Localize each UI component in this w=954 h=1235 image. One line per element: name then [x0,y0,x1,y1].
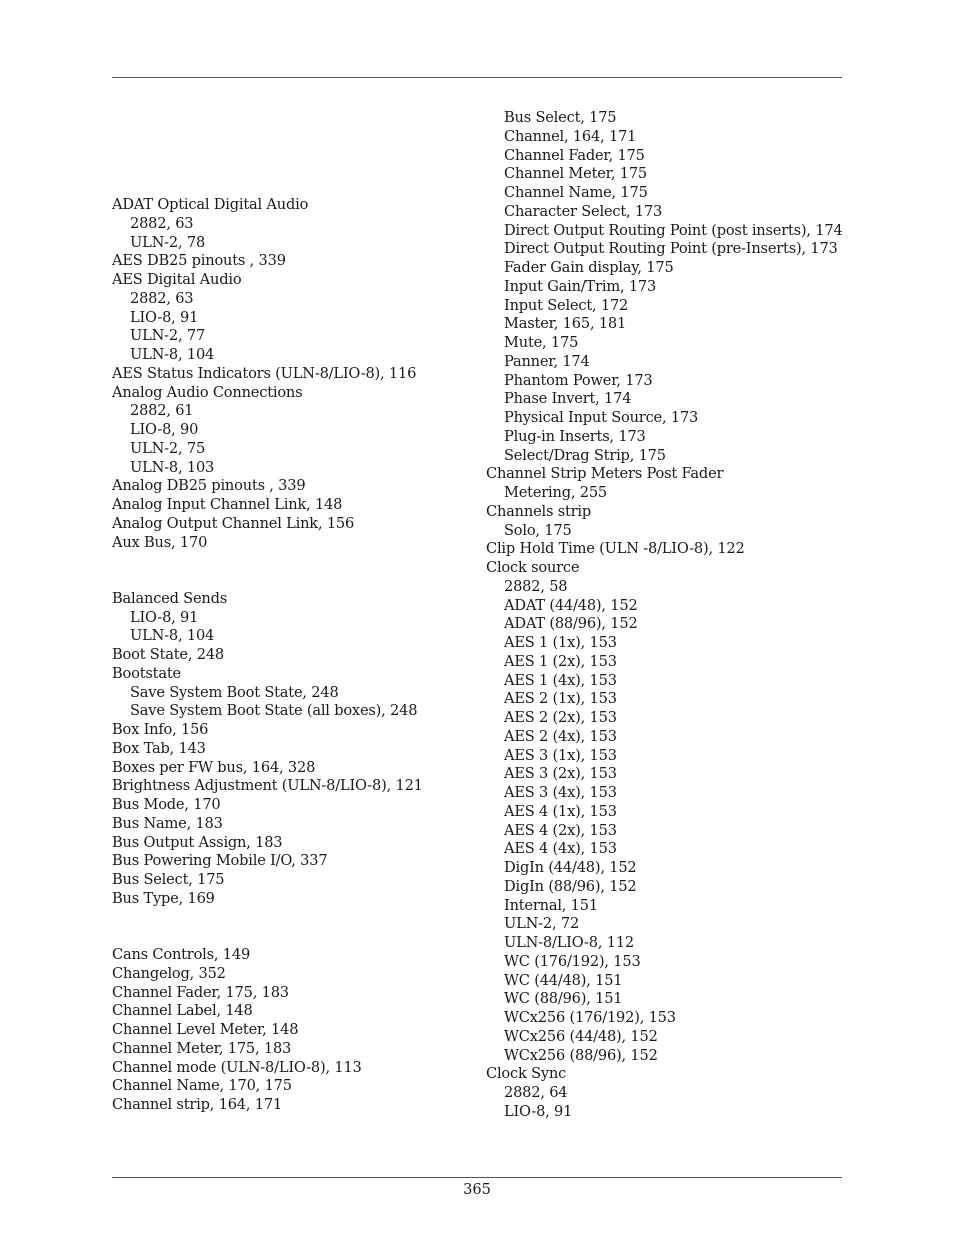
index-subentry: Channel Fader, 175 [504,146,645,164]
index-subentry: Direct Output Routing Point (pre-Inserts), 173 [504,240,838,258]
index-entry: Channel Label, 148 [112,1002,253,1020]
index-subentry: AES 2 (2x), 153 [504,709,617,726]
index-subentry: ADAT (44/48), 152 [504,596,638,614]
index-entry: Bus Name, 183 [112,814,223,832]
index-subentry: LIO-8, 91 [130,308,199,326]
index-subentry: 2882, 61 [130,402,194,420]
index-subentry: Input Select, 172 [504,296,629,314]
index-subentry: LIO-8, 91 [504,1102,573,1120]
index-gap [112,927,482,946]
index-entry: ADAT Optical Digital Audio [112,196,309,213]
page-number: 365 [463,1181,491,1198]
header-rule [112,77,842,78]
index-subentry: Mute, 175 [504,334,579,351]
index-entry: Channel Meter, 175, 183 [112,1039,292,1057]
index-subentry: AES 1 (1x), 153 [504,634,617,651]
index-entry: Aux Bus, 170 [112,533,208,551]
index-subentry: WCx256 (44/48), 152 [504,1027,658,1045]
index-subentry: WC (88/96), 151 [504,990,623,1008]
index-entry: Boot State, 248 [112,646,224,663]
index-entry: Channels strip [486,502,592,520]
index-subentry: Input Gain/Trim, 173 [504,277,657,295]
index-subentry: Phantom Power, 173 [504,371,653,389]
index-subentry: Select/Drag Strip, 175 [504,446,666,464]
index-gap [112,571,482,590]
index-entry: Cans Controls, 149 [112,946,251,963]
index-entry: Channel strip, 164, 171 [112,1096,283,1113]
index-entry: Clip Hold Time (ULN -8/LIO-8), 122 [486,540,745,558]
index-subentry: ULN-8/LIO-8, 112 [504,934,634,951]
index-subentry: 2882, 63 [130,214,194,232]
index-entry: Bootstate [112,664,181,682]
index-subentry: Channel Meter, 175 [504,165,647,183]
index-entry: Brightness Adjustment (ULN-8/LIO-8), 121 [112,777,423,795]
index-entry: Channel Name, 170, 175 [112,1077,292,1095]
index-entry: Channel Fader, 175, 183 [112,983,289,1001]
index-subentry: Channel Name, 175 [504,184,648,201]
index-entry: Bus Output Assign, 183 [112,833,283,851]
index-entry: AES Digital Audio [112,271,242,288]
index-entry: Analog DB25 pinouts , 339 [112,477,306,495]
index-entry: Analog Output Channel Link, 156 [112,514,355,532]
index-subentry: Panner, 174 [504,352,590,370]
index-subentry: ULN-8, 104 [130,627,215,645]
index-entry: Box Info, 156 [112,721,209,738]
index-subentry: Character Select, 173 [504,202,663,220]
index-subentry: AES 4 (1x), 153 [504,802,617,820]
index-entry: Bus Type, 169 [112,889,215,907]
index-subentry: ULN-2, 72 [504,915,580,933]
index-subentry: LIO-8, 90 [130,421,199,438]
index-subentry: 2882, 64 [504,1084,568,1101]
index-gap [112,909,482,928]
index-subentry: AES 3 (4x), 153 [504,784,617,801]
index-entry: AES Status Indicators (ULN-8/LIO-8), 116 [112,364,417,382]
index-subentry: AES 1 (4x), 153 [504,671,617,689]
index-subentry: LIO-8, 91 [130,608,199,626]
index-entry: Channel Strip Meters Post Fader [486,465,724,483]
index-subentry: AES 2 (1x), 153 [504,690,617,708]
index-subentry: AES 4 (4x), 153 [504,840,617,858]
index-entry: Channel mode (ULN-8/LIO-8), 113 [112,1058,362,1076]
footer-rule [112,1177,842,1178]
index-subentry: 2882, 63 [130,289,194,307]
index-entry: Box Tab, 143 [112,739,206,757]
index-subentry: ULN-8, 104 [130,346,215,363]
index-subentry: Save System Boot State, 248 [130,683,339,701]
index-column-left [112,196,482,1115]
index-subentry: ULN-2, 75 [130,439,206,457]
index-entry: Bus Powering Mobile I/O, 337 [112,852,328,870]
index-subentry: Direct Output Routing Point (post inserts), 174 [504,221,843,239]
index-subentry: ULN-8, 103 [130,458,215,476]
index-entry: Clock source [486,559,580,576]
index-subentry: Bus Select, 175 [504,109,617,126]
index-subentry: Physical Input Source, 173 [504,409,699,426]
index-subentry: AES 3 (2x), 153 [504,765,617,783]
index-subentry: AES 3 (1x), 153 [504,746,617,764]
index-subentry: Master, 165, 181 [504,315,627,333]
index-subentry: Solo, 175 [504,521,572,539]
index-subentry: Fader Gain display, 175 [504,259,674,276]
index-subentry: DigIn (44/48), 152 [504,859,637,876]
index-entry: Bus Select, 175 [112,871,225,888]
index-entry: Bus Mode, 170 [112,796,221,813]
index-subentry: ULN-2, 77 [130,327,206,345]
index-subentry: Phase Invert, 174 [504,390,632,408]
index-subentry: AES 4 (2x), 153 [504,821,617,839]
index-subentry: Channel, 164, 171 [504,127,637,145]
index-subentry: 2882, 58 [504,577,568,595]
index-subentry: ULN-2, 78 [130,233,206,251]
index-entry: Balanced Sends [112,589,228,607]
index-gap [112,552,482,571]
index-column-right [486,109,856,1122]
index-entry: Channel Level Meter, 148 [112,1021,299,1038]
index-subentry: Internal, 151 [504,896,598,914]
index-entry: Clock Sync [486,1065,567,1083]
index-entry: Changelog, 352 [112,964,226,982]
index-subentry: Plug-in Inserts, 173 [504,427,646,445]
index-subentry: WC (44/48), 151 [504,971,623,989]
index-subentry: Save System Boot State (all boxes), 248 [130,702,418,720]
index-subentry: Metering, 255 [504,484,607,501]
index-subentry: WC (176/192), 153 [504,952,641,970]
index-subentry: AES 1 (2x), 153 [504,652,617,670]
index-entry: Analog Audio Connections [112,383,303,401]
index-subentry: ADAT (88/96), 152 [504,615,638,633]
index-subentry: AES 2 (4x), 153 [504,727,617,745]
index-subentry: DigIn (88/96), 152 [504,877,637,895]
index-subentry: WCx256 (176/192), 153 [504,1009,676,1026]
index-subentry: WCx256 (88/96), 152 [504,1046,658,1064]
index-entry: Analog Input Channel Link, 148 [112,496,343,513]
index-entry: AES DB25 pinouts , 339 [112,252,286,270]
index-entry: Boxes per FW bus, 164, 328 [112,758,316,776]
